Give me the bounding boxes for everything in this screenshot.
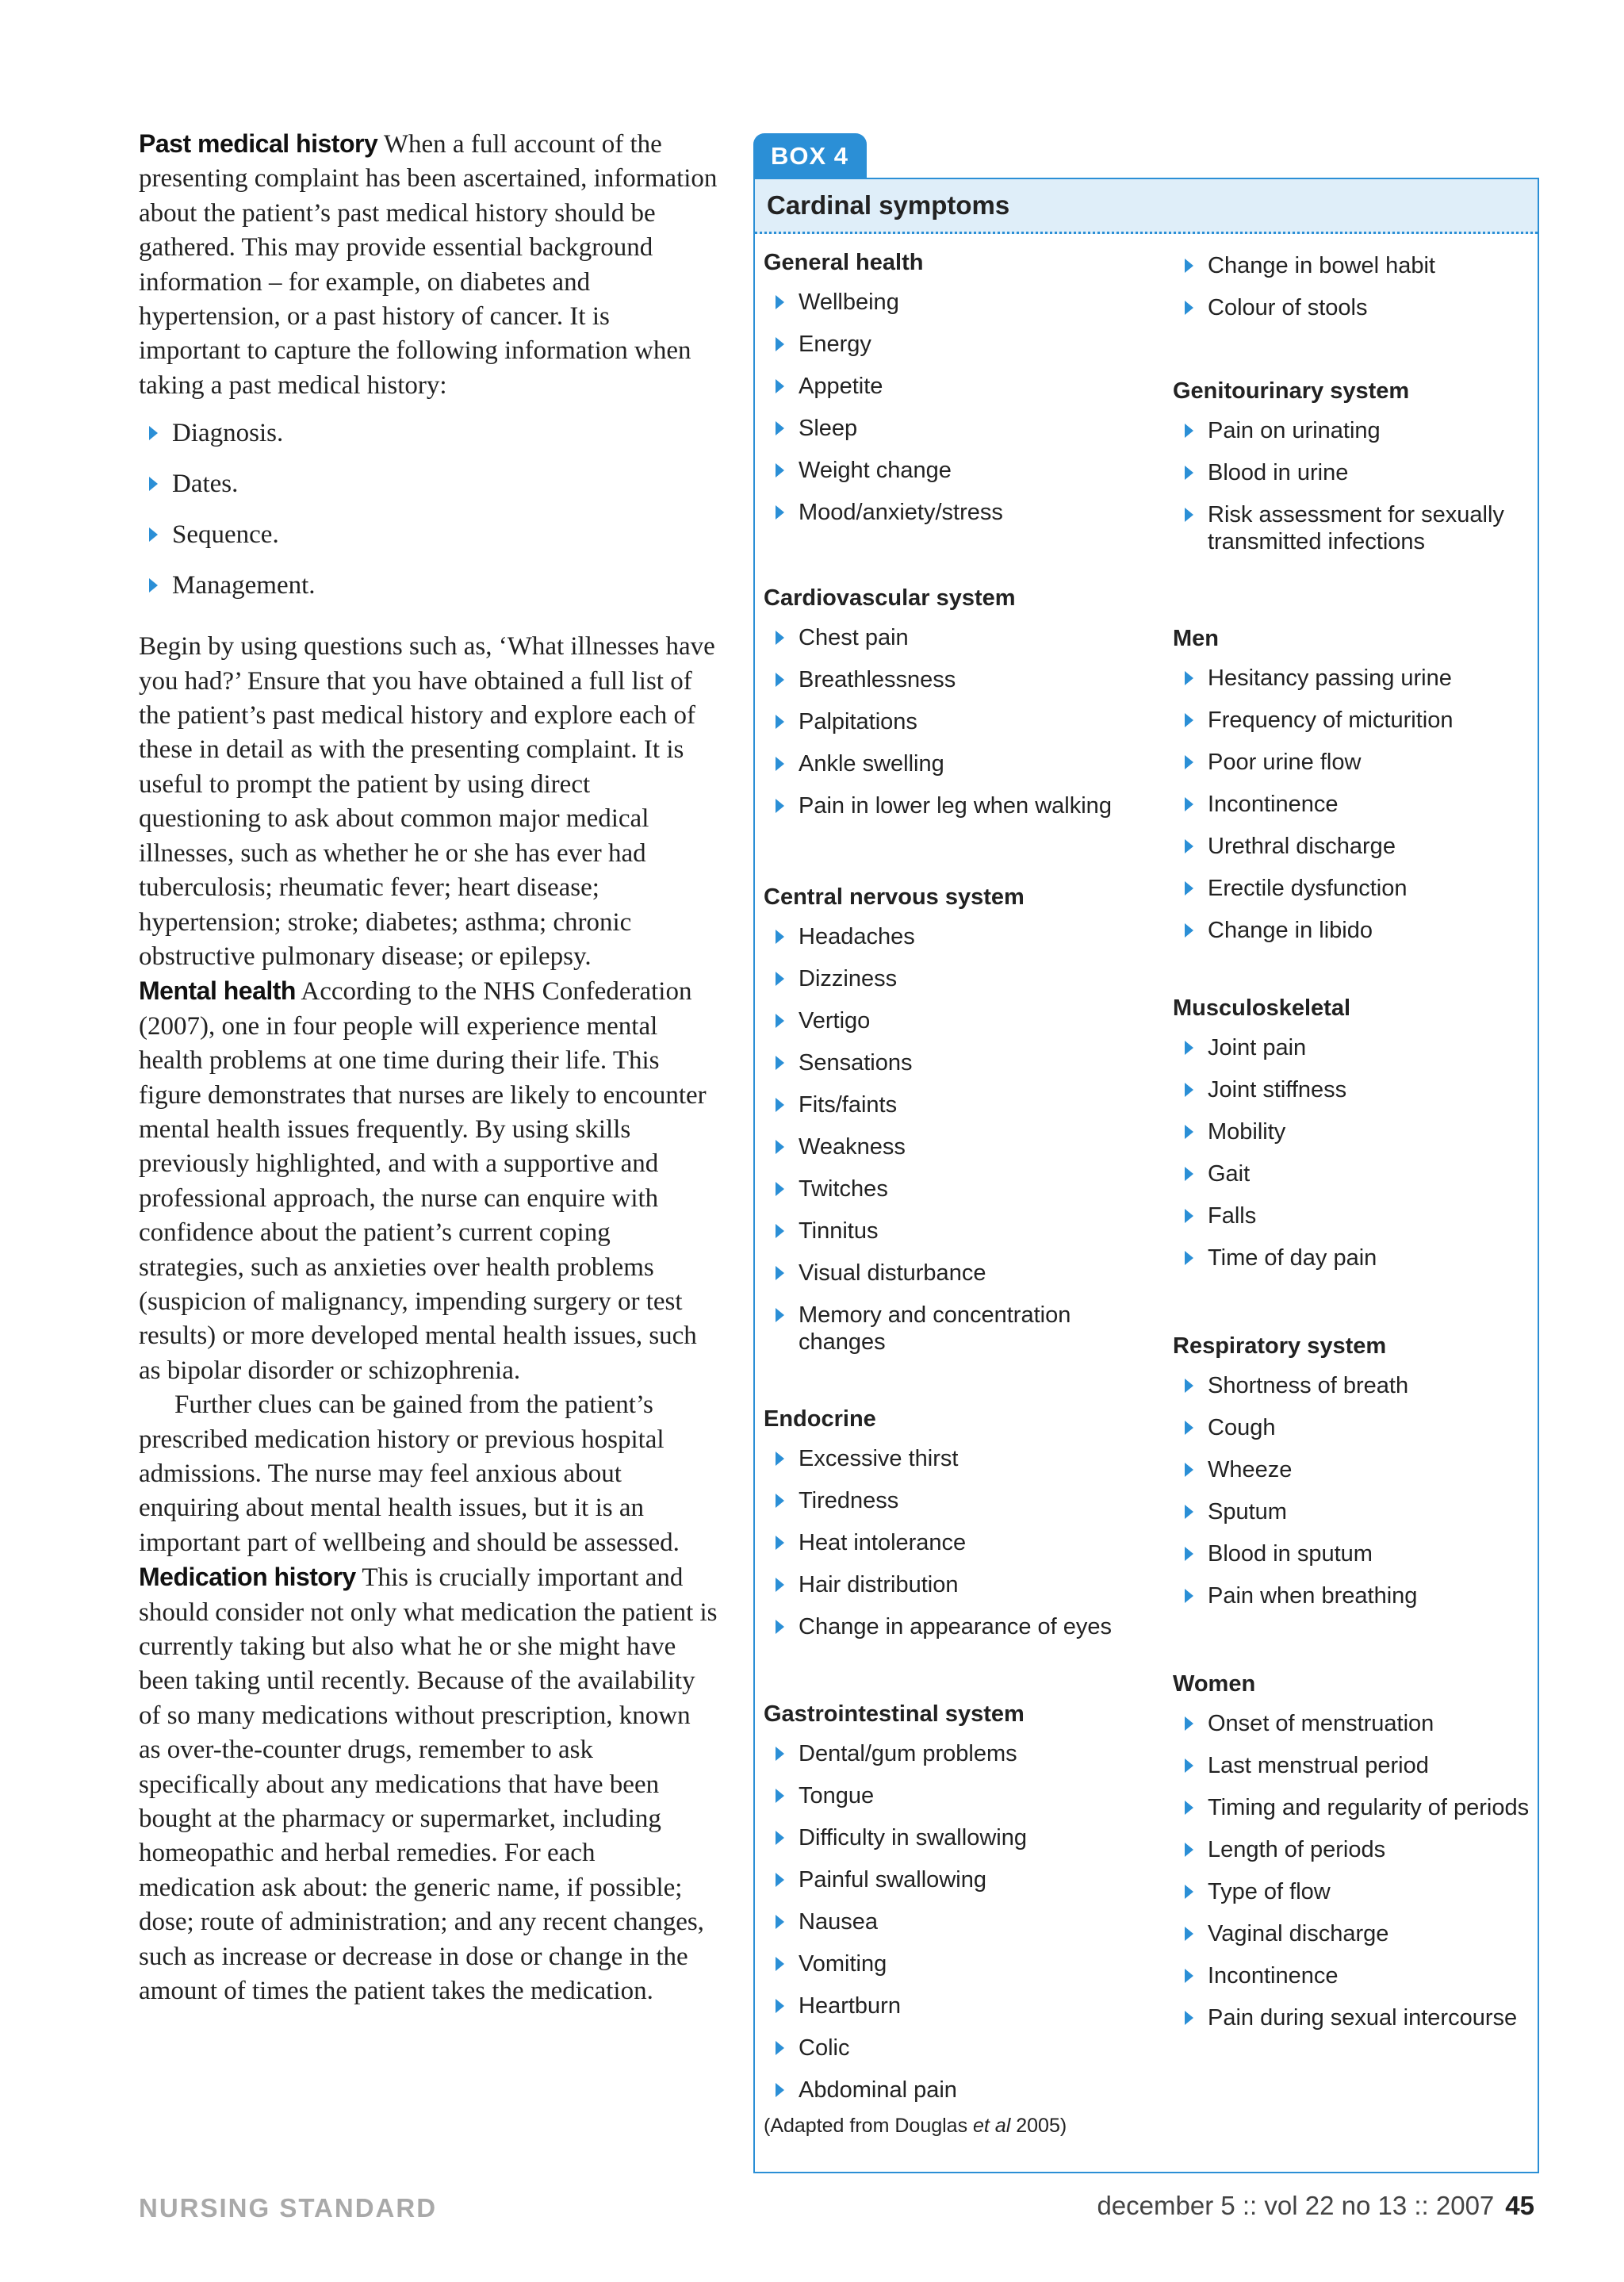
body-text: This is crucially important and should consider not only what medication the patient is currently taking but also what he or she might have been taking until recently. Because of the availability of so many medications without prescription, known as over-the-counter drugs, remember to ask specifically about any medications that have been bought at the pharmacy or supermarket, including homeopathic and herbal remedies. For each medication ask about: the generic name, if possible; dose; route of administration; and any recent changes, such as increase or decrease in dose or change in the amount of times the patient takes the medication. [139, 1563, 718, 2006]
symptom-item: Wellbeing [764, 289, 1160, 316]
triangle-bullet-icon [776, 505, 784, 520]
triangle-bullet-icon [776, 1224, 784, 1238]
symptom-list [1173, 417, 1530, 555]
section-genitourinary [1173, 379, 1530, 570]
triangle-bullet-icon [1185, 881, 1193, 896]
box-source-note: (Adapted from Douglas et al 2005) [764, 2115, 1067, 2137]
symptom-item: Frequency of micturition [1173, 707, 1530, 734]
symptom-item: Chest pain [764, 624, 1160, 651]
triangle-bullet-icon [1185, 671, 1193, 685]
symptom-list [764, 624, 1160, 819]
triangle-bullet-icon [776, 1308, 784, 1322]
box-section-heading: Respiratory system [1173, 1333, 1387, 1359]
past-medical-history-paragraph [139, 127, 718, 403]
symptom-item: Palpitations [764, 708, 1160, 735]
section-men [1173, 627, 1530, 959]
page-number: 45 [1505, 2191, 1534, 2220]
triangle-bullet-icon [776, 930, 784, 944]
triangle-bullet-icon [1185, 1379, 1193, 1393]
triangle-bullet-icon [776, 715, 784, 729]
triangle-bullet-icon [1185, 1969, 1193, 1983]
triangle-bullet-icon [1185, 1547, 1193, 1561]
triangle-bullet-icon [1185, 1251, 1193, 1265]
issue-date: december 5 :: vol 22 no 13 :: 2007 [1097, 2191, 1495, 2220]
symptom-item: Weakness [764, 1133, 1160, 1160]
triangle-bullet-icon [776, 1494, 784, 1508]
symptom-item: Energy [764, 331, 1160, 358]
triangle-bullet-icon [149, 426, 158, 440]
triangle-bullet-icon [1185, 755, 1193, 769]
triangle-bullet-icon [776, 1014, 784, 1028]
triangle-bullet-icon [1185, 259, 1193, 273]
issue-info [1097, 2191, 1534, 2221]
symptom-item: Gait [1173, 1160, 1530, 1187]
body-paragraph: Begin by using questions such as, ‘What illnesses have you had?’ Ensure that you have obtained a full list of the patient’s past medical history and explore each of these in detail as with the presenting complaint. It is useful to prompt the patient by using direct questioning to ask about common major medical illnesses, such as whether he or she has ever had tuberculosis; rheumatic fever; heart disease; hypertension; stroke; diabetes; asthma; chronic obstructive pulmonary disease; or epilepsy. [139, 632, 715, 971]
symptom-item: Mobility [1173, 1118, 1530, 1145]
symptom-item: Fits/faints [764, 1091, 1160, 1118]
symptom-item: Change in bowel habit [1173, 252, 1530, 279]
symptom-item: Hair distribution [764, 1571, 1160, 1598]
symptom-item: Shortness of breath [1173, 1372, 1530, 1399]
triangle-bullet-icon [776, 673, 784, 687]
symptom-item: Sensations [764, 1049, 1160, 1076]
section-central-nervous-system [764, 885, 1160, 1371]
triangle-bullet-icon [1185, 301, 1193, 315]
box-section-heading: Musculoskeletal [1173, 995, 1351, 1021]
triangle-bullet-icon [149, 477, 158, 491]
box-title: Cardinal symptoms [755, 179, 1538, 234]
symptom-item: Pain in lower leg when walking [764, 792, 1160, 819]
section-respiratory [1173, 1334, 1530, 1624]
triangle-bullet-icon [776, 799, 784, 813]
box-section-heading: Men [1173, 626, 1219, 651]
triangle-bullet-icon [1185, 1463, 1193, 1477]
triangle-bullet-icon [1185, 508, 1193, 522]
symptom-item: Length of periods [1173, 1836, 1530, 1863]
symptom-item: Weight change [764, 457, 1160, 484]
pmh-bullet-list [139, 416, 718, 603]
symptom-item: Timing and regularity of periods [1173, 1794, 1530, 1821]
symptom-item: Heat intolerance [764, 1529, 1160, 1556]
symptom-item: Tongue [764, 1782, 1160, 1809]
symptom-item: Heartburn [764, 1992, 1160, 2019]
symptom-item: Pain when breathing [1173, 1582, 1530, 1609]
journal-name: NURSING STANDARD [139, 2193, 438, 2223]
symptom-item: Memory and concentration changes [764, 1302, 1160, 1356]
triangle-bullet-icon [1185, 1209, 1193, 1223]
triangle-bullet-icon [776, 1789, 784, 1803]
triangle-bullet-icon [776, 2041, 784, 2055]
symptom-item: Joint pain [1173, 1034, 1530, 1061]
triangle-bullet-icon [776, 379, 784, 393]
symptom-item: Nausea [764, 1908, 1160, 1935]
symptom-item: Incontinence [1173, 1962, 1530, 1989]
triangle-bullet-icon [1185, 2011, 1193, 2025]
triangle-bullet-icon [776, 1140, 784, 1154]
symptom-item: Pain during sexual intercourse [1173, 2004, 1530, 2031]
symptom-item: Abdominal pain [764, 2077, 1160, 2104]
section-gastrointestinal-continued [1173, 252, 1530, 336]
section-heading: Mental health [139, 976, 296, 1006]
symptom-item: Change in appearance of eyes [764, 1613, 1160, 1640]
triangle-bullet-icon [776, 1873, 784, 1887]
symptom-item: Falls [1173, 1202, 1530, 1229]
triangle-bullet-icon [776, 1266, 784, 1280]
symptom-item: Erectile dysfunction [1173, 875, 1530, 902]
triangle-bullet-icon [1185, 923, 1193, 938]
symptom-list [764, 289, 1160, 526]
triangle-bullet-icon [1185, 1927, 1193, 1941]
triangle-bullet-icon [776, 1999, 784, 2013]
symptom-item: Type of flow [1173, 1878, 1530, 1905]
triangle-bullet-icon [776, 1056, 784, 1070]
symptom-item: Vaginal discharge [1173, 1920, 1530, 1947]
section-general-health [764, 251, 1160, 541]
triangle-bullet-icon [1185, 1041, 1193, 1055]
box-section-heading: General health [764, 250, 924, 275]
symptom-item: Ankle swelling [764, 750, 1160, 777]
triangle-bullet-icon [1185, 424, 1193, 438]
medication-history-paragraph [139, 1560, 718, 2008]
mental-health-paragraph [139, 974, 718, 1388]
symptom-item: Pain on urinating [1173, 417, 1530, 444]
triangle-bullet-icon [1185, 1505, 1193, 1519]
triangle-bullet-icon [1185, 1885, 1193, 1899]
triangle-bullet-icon [776, 421, 784, 435]
box-section-heading: Central nervous system [764, 884, 1025, 910]
symptom-item: Excessive thirst [764, 1445, 1160, 1472]
list-item: Management. [139, 568, 718, 603]
symptom-item: Time of day pain [1173, 1245, 1530, 1271]
triangle-bullet-icon [1185, 1421, 1193, 1435]
symptom-item: Joint stiffness [1173, 1076, 1530, 1103]
symptom-item: Incontinence [1173, 791, 1530, 818]
symptom-list [1173, 1710, 1530, 2031]
triangle-bullet-icon [776, 1578, 784, 1592]
triangle-bullet-icon [776, 1831, 784, 1845]
symptom-item: Colour of stools [1173, 294, 1530, 321]
triangle-bullet-icon [776, 972, 784, 986]
triangle-bullet-icon [1185, 839, 1193, 853]
symptom-item: Tiredness [764, 1487, 1160, 1514]
symptom-item: Sputum [1173, 1498, 1530, 1525]
box-tab-label: BOX 4 [753, 133, 867, 178]
symptom-item: Difficulty in swallowing [764, 1824, 1160, 1851]
symptom-item: Tinnitus [764, 1218, 1160, 1245]
triangle-bullet-icon [149, 578, 158, 593]
triangle-bullet-icon [776, 1098, 784, 1112]
symptom-item: Dizziness [764, 965, 1160, 992]
triangle-bullet-icon [776, 337, 784, 351]
triangle-bullet-icon [1185, 1083, 1193, 1097]
symptom-item: Risk assessment for sexually transmitted infections [1173, 501, 1530, 555]
section-cardiovascular [764, 586, 1160, 834]
triangle-bullet-icon [776, 757, 784, 771]
symptom-item: Last menstrual period [1173, 1752, 1530, 1779]
symptom-item: Blood in urine [1173, 459, 1530, 486]
list-item: Dates. [139, 466, 718, 501]
section-heading: Medication history [139, 1563, 356, 1592]
box-section-heading: Genitourinary system [1173, 378, 1410, 404]
triangle-bullet-icon [1185, 1167, 1193, 1181]
triangle-bullet-icon [776, 1957, 784, 1971]
body-text: When a full account of the presenting complaint has been ascertained, information about the patient’s past medical history should be gathered. This may provide essential background information – for example, on diabetes and hypertension, or a past history of cancer. It is important to capture the following information when taking a past medical history: [139, 130, 718, 400]
symptom-item: Change in libido [1173, 917, 1530, 944]
triangle-bullet-icon [149, 527, 158, 542]
symptom-list [1173, 1372, 1530, 1609]
symptom-item: Colic [764, 2035, 1160, 2061]
symptom-item: Wheeze [1173, 1456, 1530, 1483]
symptom-item: Headaches [764, 923, 1160, 950]
symptom-item: Poor urine flow [1173, 749, 1530, 776]
triangle-bullet-icon [1185, 1843, 1193, 1857]
triangle-bullet-icon [776, 2083, 784, 2097]
triangle-bullet-icon [776, 1536, 784, 1550]
symptom-item: Cough [1173, 1414, 1530, 1441]
triangle-bullet-icon [776, 295, 784, 309]
symptom-item: Mood/anxiety/stress [764, 499, 1160, 526]
article-column [139, 127, 718, 2009]
triangle-bullet-icon [776, 1747, 784, 1761]
box-section-heading: Endocrine [764, 1406, 876, 1432]
triangle-bullet-icon [1185, 1125, 1193, 1139]
section-heading: Past medical history [139, 129, 378, 158]
symptom-list [764, 1445, 1160, 1640]
box-section-heading: Women [1173, 1671, 1256, 1697]
box-section-heading: Cardiovascular system [764, 585, 1016, 611]
triangle-bullet-icon [776, 1915, 784, 1929]
section-gastrointestinal [764, 1702, 1160, 2119]
triangle-bullet-icon [776, 631, 784, 645]
triangle-bullet-icon [1185, 1589, 1193, 1603]
symptom-list [764, 923, 1160, 1356]
symptom-item: Twitches [764, 1176, 1160, 1202]
triangle-bullet-icon [776, 1182, 784, 1196]
symptom-item: Sleep [764, 415, 1160, 442]
box-section-heading: Gastrointestinal system [764, 1701, 1025, 1727]
body-text: According to the NHS Confederation (2007), one in four people will experience mental health problems at one time during their life. This figure demonstrates that nurses are likely to encounter mental health issues frequently. By using skills previously highlighted, and with a supportive and professional approach, the nurse can enquire with confidence about the patient’s current coping strategies, such as anxieties over health problems (suspicion of malignancy, impending surgery or test results) or more developed mental health issues, such as bipolar disorder or schizophrenia. [139, 977, 707, 1385]
symptom-item: Breathlessness [764, 666, 1160, 693]
symptom-item: Urethral discharge [1173, 833, 1530, 860]
symptom-item: Vertigo [764, 1007, 1160, 1034]
symptom-list [1173, 252, 1530, 321]
triangle-bullet-icon [1185, 466, 1193, 480]
list-item: Sequence. [139, 517, 718, 552]
triangle-bullet-icon [1185, 1758, 1193, 1773]
symptom-item: Vomiting [764, 1950, 1160, 1977]
symptom-list [1173, 1034, 1530, 1271]
triangle-bullet-icon [1185, 797, 1193, 811]
triangle-bullet-icon [1185, 1801, 1193, 1815]
triangle-bullet-icon [1185, 713, 1193, 727]
section-endocrine [764, 1407, 1160, 1655]
symptom-list [764, 1740, 1160, 2104]
symptom-item: Appetite [764, 373, 1160, 400]
section-musculoskeletal [1173, 996, 1530, 1287]
symptom-item: Dental/gum problems [764, 1740, 1160, 1767]
symptom-item: Blood in sputum [1173, 1540, 1530, 1567]
triangle-bullet-icon [776, 1452, 784, 1466]
symptom-list [1173, 665, 1530, 944]
symptom-item: Onset of menstruation [1173, 1710, 1530, 1737]
section-women [1173, 1672, 1530, 2046]
triangle-bullet-icon [776, 1620, 784, 1634]
triangle-bullet-icon [776, 463, 784, 477]
list-item: Diagnosis. [139, 416, 718, 451]
symptom-item: Painful swallowing [764, 1866, 1160, 1893]
symptom-item: Visual disturbance [764, 1260, 1160, 1287]
triangle-bullet-icon [1185, 1716, 1193, 1731]
body-paragraph: Further clues can be gained from the patient’s prescribed medication history or previous hospital admissions. The nurse may feel anxious about enquiring about mental health issues, but it is an important part of wellbeing and should be assessed. [139, 1390, 680, 1557]
symptom-item: Hesitancy passing urine [1173, 665, 1530, 692]
